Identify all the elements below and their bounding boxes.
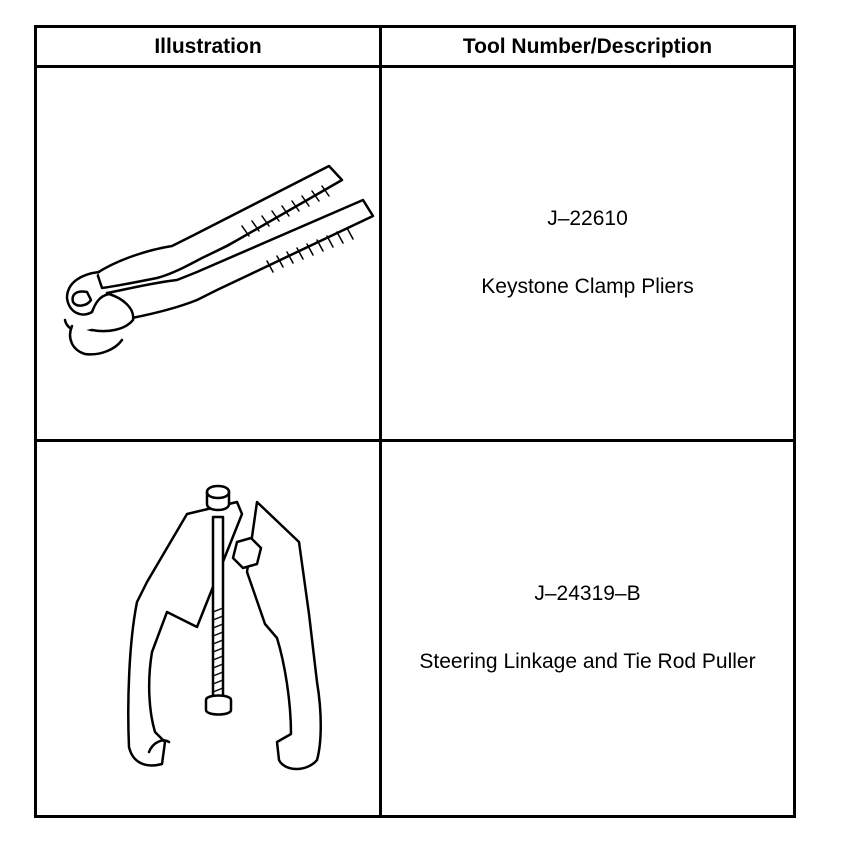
- tie-rod-puller-icon: [37, 442, 379, 814]
- tool-description: Keystone Clamp Pliers: [481, 275, 694, 299]
- description-cell-2: [382, 442, 793, 816]
- tool-description: Steering Linkage and Tie Rod Puller: [419, 650, 756, 674]
- description-cell-1: [382, 68, 793, 442]
- tool-number: J–22610: [547, 207, 628, 231]
- header-illustration: [37, 28, 382, 68]
- header-tool-label: Tool Number/Description: [462, 34, 713, 58]
- header-tool-description: [382, 28, 793, 68]
- illustration-cell-2: [37, 442, 382, 816]
- keystone-clamp-pliers-icon: [37, 68, 379, 440]
- header-illustration-label: Illustration: [154, 34, 262, 58]
- tool-number: J–24319–B: [534, 582, 641, 606]
- illustration-cell-1: [37, 68, 382, 442]
- tool-table: [34, 25, 796, 818]
